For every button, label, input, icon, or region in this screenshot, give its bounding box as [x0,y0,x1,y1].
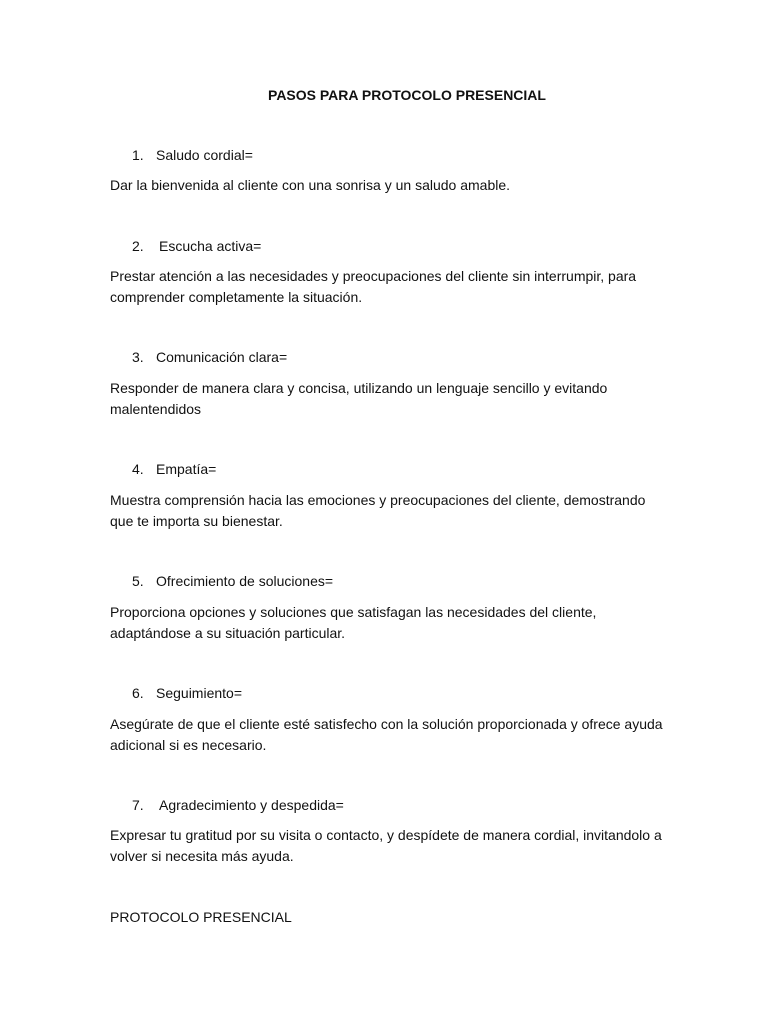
step-body-7: Expresar tu gratitud por su visita o contacto, y despídete de manera cordial, invitandolo a volver si necesita más ayuda. [110,827,662,864]
step-heading-text: Escucha activa= [159,238,262,254]
step-body-5: Proporciona opciones y soluciones que satisfagan las necesidades del cliente, adaptándose a su situación particular. [110,604,597,641]
step-body-4: Muestra comprensión hacia las emociones y preocupaciones del cliente, demostrando que te importa su bienestar. [110,492,646,529]
step-heading-text: Saludo cordial= [156,147,253,163]
step-heading-3 [132,348,287,366]
step-number: 2. [132,238,144,254]
step-heading-text: Seguimiento= [156,685,243,701]
step-number: 1. [132,147,144,163]
step-heading-text: Agradecimiento y despedida= [159,797,344,813]
step-heading-text: Ofrecimiento de soluciones= [156,573,334,589]
step-heading-4 [132,460,216,478]
document-title: PASOS PARA PROTOCOLO PRESENCIAL [268,87,546,103]
step-body-6: Asegúrate de que el cliente esté satisfecho con la solución proporcionada y ofrece ayuda adicional si es necesario. [110,716,663,753]
step-body-1: Dar la bienvenida al cliente con una sonrisa y un saludo amable. [110,177,511,193]
step-body-2: Prestar atención a las necesidades y preocupaciones del cliente sin interrumpir, para comprender completamente la situación. [110,268,637,305]
step-number: 3. [132,349,144,365]
step-number: 5. [132,573,144,589]
footer-text: PROTOCOLO PRESENCIAL [110,909,292,925]
step-heading-text: Empatía= [156,461,217,477]
step-heading-5 [132,572,333,590]
step-number: 7. [132,797,144,813]
step-heading-7 [132,796,344,814]
step-number: 6. [132,685,144,701]
step-heading-2 [132,237,261,255]
step-body-3: Responder de manera clara y concisa, utilizando un lenguaje sencillo y evitando malentendidos [110,380,608,417]
step-number: 4. [132,461,144,477]
step-heading-text: Comunicación clara= [156,349,288,365]
step-heading-6 [132,684,242,702]
step-heading-1 [132,146,253,164]
